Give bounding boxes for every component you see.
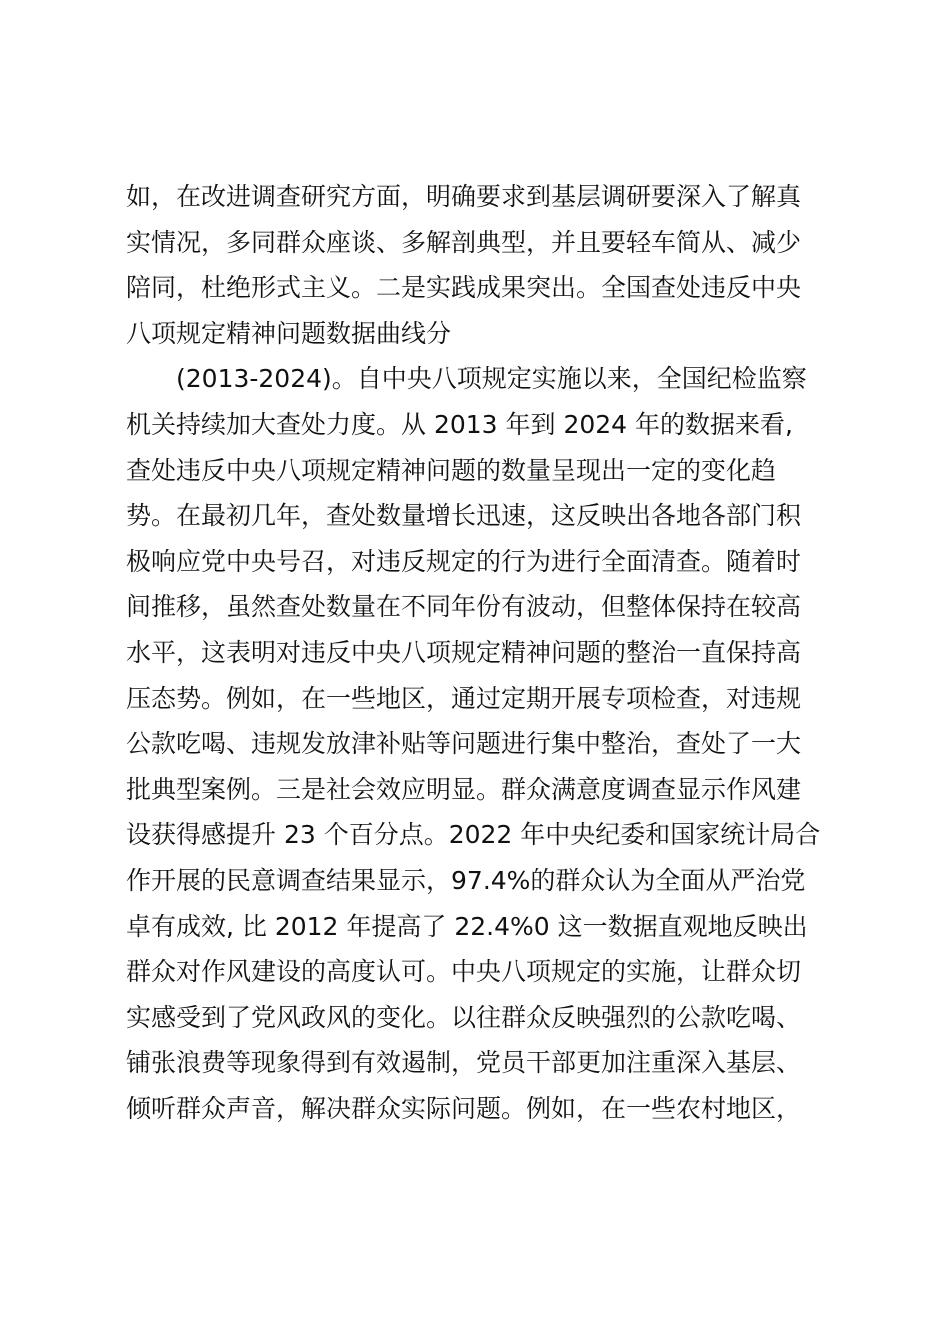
text-line: 作开展的民意调查结果显示，97.4%的群众认为全面从严治党 bbox=[126, 865, 806, 895]
text-line: 查处违反中央八项规定精神问题的数量呈现出一定的变化趋 bbox=[126, 455, 777, 485]
text-line: 陪同，杜绝形式主义。二是实践成果突出。全国查处违反中央 bbox=[126, 273, 802, 303]
text-line: 机关持续加大查处力度。从 2013 年到 2024 年的数据来看, bbox=[126, 409, 793, 439]
text-line: 间推移，虽然查处数量在不同年份有波动，但整体保持在较高 bbox=[126, 592, 802, 622]
text-line: 卓有成效, 比 2012 年提高了 22.4%0 这一数据直观地反映出 bbox=[126, 911, 808, 941]
text-line: 铺张浪费等现象得到有效遏制，党员干部更加注重深入基层、 bbox=[126, 1048, 802, 1078]
text-line: 倾听群众声音，解决群众实际问题。例如，在一些农村地区， bbox=[126, 1093, 802, 1123]
text-line: 设获得感提升 23 个百分点。2022 年中央纪委和国家统计局合 bbox=[126, 820, 821, 850]
text-line: 势。在最初几年，查处数量增长迅速，这反映出各地各部门积 bbox=[126, 501, 802, 531]
paragraph-start-line: (2013-2024)。自中央八项规定实施以来，全国纪检监察 bbox=[176, 364, 807, 394]
text-line: 实感受到了党风政风的变化。以往群众反映强烈的公款吃喝、 bbox=[126, 1002, 802, 1032]
text-line: 极响应党中央号召，对违反规定的行为进行全面清查。随着时 bbox=[126, 546, 802, 576]
text-line: 水平，这表明对违反中央八项规定精神问题的整治一直保持高 bbox=[126, 637, 802, 667]
text-line: 公款吃喝、违规发放津补贴等问题进行集中整治，查处了一大 bbox=[126, 729, 802, 759]
text-line: 群众对作风建设的高度认可。中央八项规定的实施，让群众切 bbox=[126, 957, 802, 987]
text-line: 批典型案例。三是社会效应明显。群众满意度调查显示作风建 bbox=[126, 774, 802, 804]
text-line: 八项规定精神问题数据曲线分 bbox=[126, 318, 452, 348]
text-line: 如，在改进调查研究方面，明确要求到基层调研要深入了解真 bbox=[126, 182, 802, 211]
text-line: 压态势。例如，在一些地区，通过定期开展专项检查，对违规 bbox=[126, 683, 802, 713]
body-text bbox=[126, 174, 826, 1131]
text-line: 实情况，多同群众座谈、多解剖典型，并且要轻车简从、减少 bbox=[126, 227, 802, 257]
